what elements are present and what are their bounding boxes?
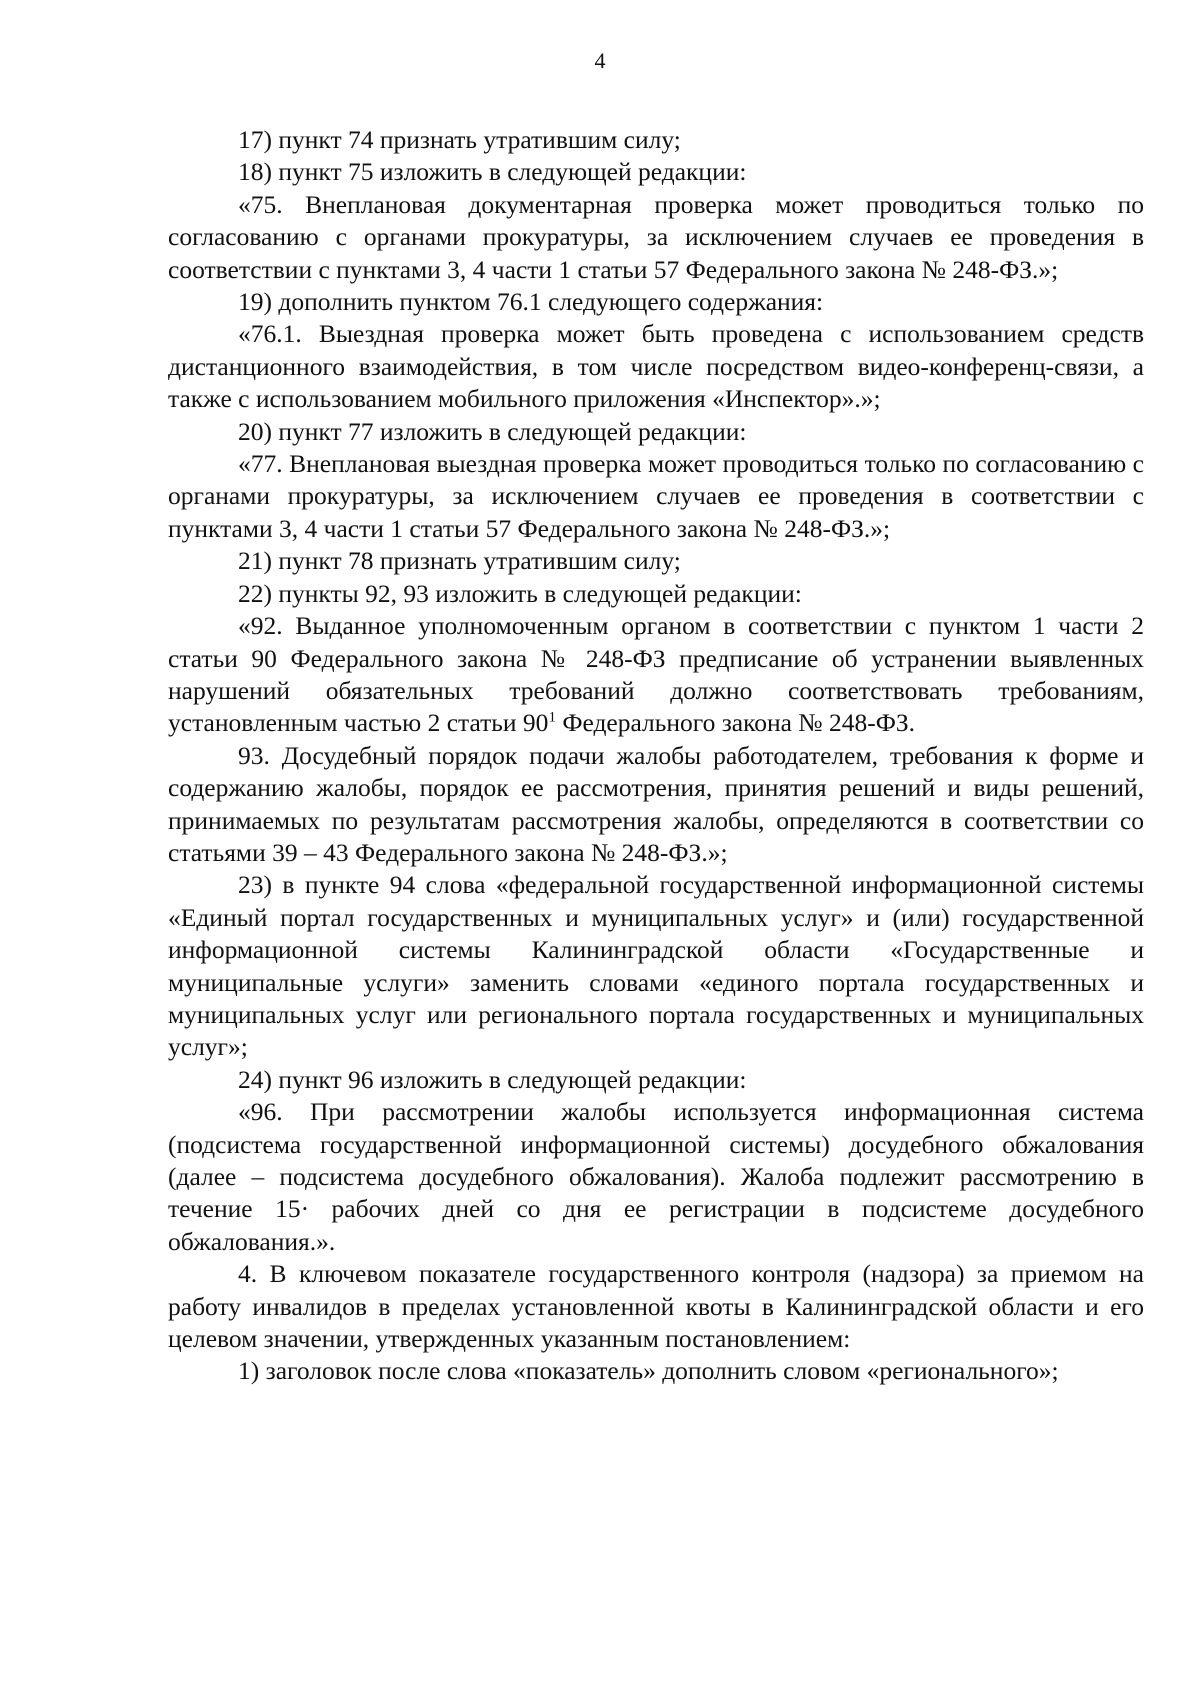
page-number: 4 bbox=[594, 48, 606, 73]
paragraph-clause-76-1: «76.1. Выездная проверка может быть проведена с использованием средств дистанционного взаимодействия, в том числе посредством видео-конференц-связи, а также с использованием мобильного приложения «Инспектор».»; bbox=[168, 319, 1144, 414]
paragraph-clause-96: «96. При рассмотрении жалобы используется информационная система (подсистема государственной информационной системы) досудебного обжалования (далее – подсистема досудебного обжалования). Жалоба подлежит рассмотрению в течение 15· рабочих дней со дня ее регистрации в подсистеме досудебного обжалования.». bbox=[168, 1097, 1144, 1256]
paragraph-item-17: 17) пункт 74 признать утратившим силу; bbox=[238, 125, 681, 154]
clause-92-superscript: 1 bbox=[548, 709, 556, 726]
paragraph-section-4: 4. В ключевом показателе государственного контроля (надзора) за приемом на работу инвалидов в пределах установленной квоты в Калининградской области и его целевом значении, утвержденных указанным постановлением: bbox=[168, 1259, 1144, 1354]
paragraph-item-21: 21) пункт 78 признать утратившим силу; bbox=[238, 546, 681, 576]
document-body bbox=[168, 124, 1144, 1388]
paragraph-item-24: 24) пункт 96 изложить в следующей редакции: bbox=[238, 1064, 747, 1094]
paragraph-clause-77: «77. Внеплановая выездная проверка может проводиться только по согласованию с органами прокуратуры, за исключением случаев ее проведения в соответствии с пунктами 3, 4 части 1 статьи 57 Федерального закона № 248-ФЗ.»; bbox=[168, 449, 1144, 543]
clause-92-tail: Федерального закона № 248-ФЗ. bbox=[555, 708, 916, 738]
paragraph-item-18: 18) пункт 75 изложить в следующей редакции: bbox=[238, 157, 747, 187]
paragraph-clause-75: «75. Внеплановая документарная проверка может проводиться только по согласованию с органами прокуратуры, за исключением случаев ее проведения в соответствии с пунктами 3, 4 части 1 статьи 57 Федерального закона № 248-ФЗ.»; bbox=[168, 189, 1144, 284]
paragraph-item-23: 23) в пункте 94 слова «федеральной государственной информационной системы «Единый портал государственных и муниципальных услуг» и (или) государственной информационной системы Калининградской области «Государственные и муниципальные услуги» заменить словами «единого портала государственных и муниципальных услуг или регионального портала государственных и муниципальных услуг»; bbox=[168, 870, 1144, 1062]
paragraph-item-22: 22) пункты 92, 93 изложить в следующей редакции: bbox=[238, 578, 802, 608]
paragraph-item-19: 19) дополнить пунктом 76.1 следующего содержания: bbox=[238, 287, 824, 317]
paragraph-clause-93: 93. Досудебный порядок подачи жалобы работодателем, требования к форме и содержанию жалобы, порядок ее рассмотрения, принятия решений и виды решений, принимаемых по результатам рассмотрения жалобы, определяются в соответствии со статьями 39 – 43 Федерального закона № 248-ФЗ.»; bbox=[168, 740, 1144, 867]
clause-92-text: «92. Выданное уполномоченным органом в соответствии с пунктом 1 части 2 статьи 90 Федерального закона № 248-ФЗ предписание об устранении выявленных нарушений обязательных требований должно соответствовать требованиям, установленным частью 2 статьи 90 bbox=[168, 611, 1144, 738]
paragraph-clause-92 bbox=[168, 610, 1144, 740]
paragraph-subitem-1: 1) заголовок после слова «показатель» дополнить словом «регионального»; bbox=[238, 1356, 1059, 1386]
paragraph-item-20: 20) пункт 77 изложить в следующей редакции: bbox=[238, 416, 747, 446]
